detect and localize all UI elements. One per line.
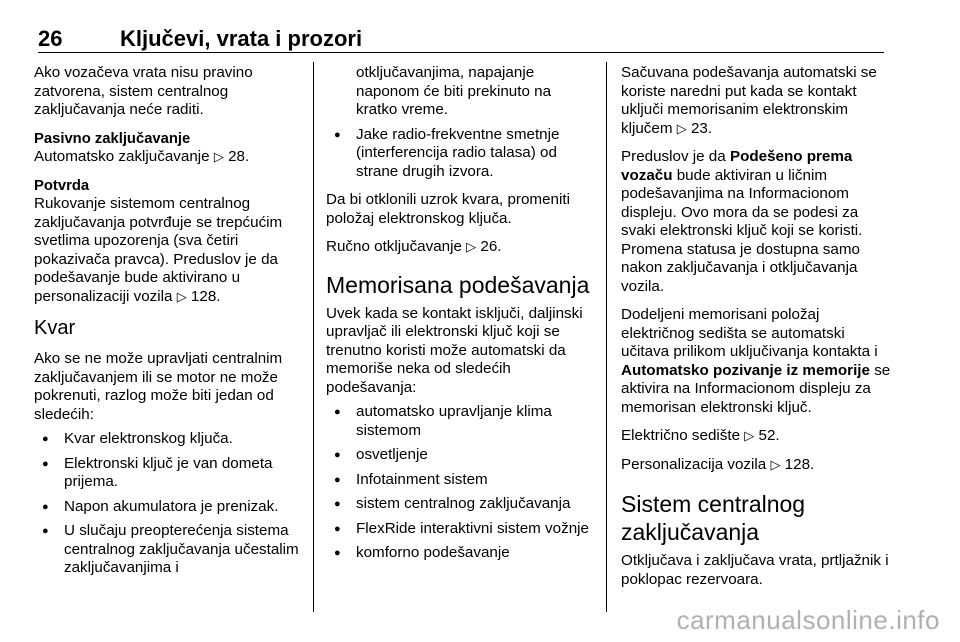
- fault-text: Ako se ne može upravljati centralnim zaključavanjem ili se motor ne može pokrenuti, razlog može biti jedan od sledećih:: [34, 350, 283, 423]
- paragraph-fix: Da bi otklonili uzrok kvara, promeniti položaj elektronskog ključa.: [326, 191, 570, 227]
- fault-list-continued: [326, 64, 596, 120]
- confirmation-page-link[interactable]: 128.: [190, 287, 221, 305]
- watermark: carmanualsonline.info: [676, 605, 940, 635]
- fault-list: [34, 430, 304, 578]
- list-item: ● sistem centralnog zaključavanja: [326, 495, 596, 514]
- column-divider-1: [313, 62, 314, 612]
- seat-memory-text-b: se aktivira na Informacionom displeju za memorisan elektronski ključ.: [621, 361, 891, 416]
- list-item: ● Napon akumulatora je prenizak.: [34, 498, 304, 517]
- saved-settings-page-link[interactable]: 23.: [690, 119, 713, 137]
- passive-locking-page-link[interactable]: 28.: [228, 148, 250, 165]
- saved-settings-text: Sačuvana podešavanja automatski se koriste naredni put kada se kontakt uključi memorisanim elektronskim ključem: [621, 64, 877, 137]
- list-item-continued: otključavanjima, napajanje naponom će biti prekinuto na kratko vreme.: [356, 64, 552, 118]
- manual-unlock-text: Ručno otključavanje: [326, 238, 462, 255]
- list-item: ● U slučaju preopterećenja sistema centralnog zaključavanja učestalim zaključavanjima i: [34, 522, 304, 578]
- reference-arrow-icon: ▷: [770, 456, 781, 472]
- auto-memory-recall-label: Automatsko pozivanje iz memorije: [621, 361, 870, 379]
- reference-arrow-icon: ▷: [466, 239, 477, 254]
- electric-seat-text: Električno sedište: [621, 427, 741, 444]
- fault-list-2: [326, 126, 596, 182]
- heading-confirmation: Potvrda: [34, 177, 90, 194]
- central-locking-text: Otključava i zaključava vrata, prtljažnik i poklopac rezervoara.: [621, 552, 889, 588]
- passive-locking-text: Automatsko zaključavanje: [34, 148, 210, 165]
- list-item: ● FlexRide interaktivni sistem vožnje: [326, 520, 596, 539]
- precondition-text-b: bude aktiviran u ličnim podešavanjima na Informacionom displeju. Ovo mora da se podesi za svaki elektronski ključ koji se koristi. Promena statusa je dostupna samo nakon zaključavanja i otključavanja vozila.: [621, 166, 863, 295]
- page-header: [38, 22, 884, 50]
- page-title: Ključevi, vrata i prozori: [120, 26, 363, 51]
- confirmation-text: Rukovanje sistemom centralnog zaključavanja potvrđuje se trepćućim svetlima upozorenja (sva četiri pokazivača pravca). Preduslov je da podešavanje bude aktivirano u personalizaciji vozila: [34, 195, 283, 305]
- column-2: [326, 64, 596, 573]
- reference-arrow-icon: ▷: [744, 428, 755, 443]
- memorised-settings-text: Uvek kada se kontakt isključi, daljinski upravljač ili elektronski ključ koji se trenutno koristi može automatski da memoriše neka od sledećih podešavanja:: [326, 304, 583, 396]
- column-divider-2: [606, 62, 607, 612]
- reference-arrow-icon: ▷: [176, 288, 187, 304]
- list-item: ● Jake radio-frekventne smetnje (interferencija radio talasa) od strane drugih izvora.: [326, 126, 596, 182]
- page-number: 26: [38, 26, 63, 51]
- heading-memorised-settings: Memorisana podešavanja: [326, 271, 590, 298]
- paragraph-door-warning: Ako vozačeva vrata nisu pravino zatvorena, sistem centralnog zaključavanja neće raditi.: [34, 64, 253, 118]
- list-item: ● Kvar elektronskog ključa.: [34, 430, 304, 449]
- list-item: ● automatsko upravljanje klima sistemom: [326, 403, 596, 440]
- list-item: ● osvetljenje: [326, 446, 596, 465]
- reference-arrow-icon: ▷: [213, 149, 224, 164]
- driver-setting-label: Podešeno prema vozaču: [621, 148, 853, 184]
- heading-central-locking: Sistem centralnog zaključavanja: [621, 491, 806, 545]
- header-rule: [38, 52, 884, 53]
- electric-seat-page-link[interactable]: 52.: [758, 427, 780, 444]
- column-3: [621, 64, 893, 599]
- vehicle-personalisation-page-link[interactable]: 128.: [784, 455, 815, 473]
- manual-unlock-page-link[interactable]: 26.: [480, 238, 502, 255]
- list-item: ● Infotainment sistem: [326, 471, 596, 490]
- seat-memory-text-a: Dodeljeni memorisani položaj električnog sedišta se automatski učitava prilikom uključivanja kontakta i: [621, 306, 878, 360]
- vehicle-personalisation-text: Personalizacija vozila: [621, 455, 767, 473]
- heading-fault: Kvar: [34, 317, 76, 339]
- heading-passive-locking: Pasivno zaključavanje: [34, 130, 191, 147]
- list-item: ● komforno podešavanje: [326, 544, 596, 563]
- reference-arrow-icon: ▷: [676, 120, 687, 136]
- column-1: [34, 64, 304, 588]
- memorised-settings-list: [326, 403, 596, 563]
- precondition-text-a: Preduslov je da: [621, 148, 726, 165]
- list-item: ● Elektronski ključ je van dometa prijema.: [34, 455, 304, 492]
